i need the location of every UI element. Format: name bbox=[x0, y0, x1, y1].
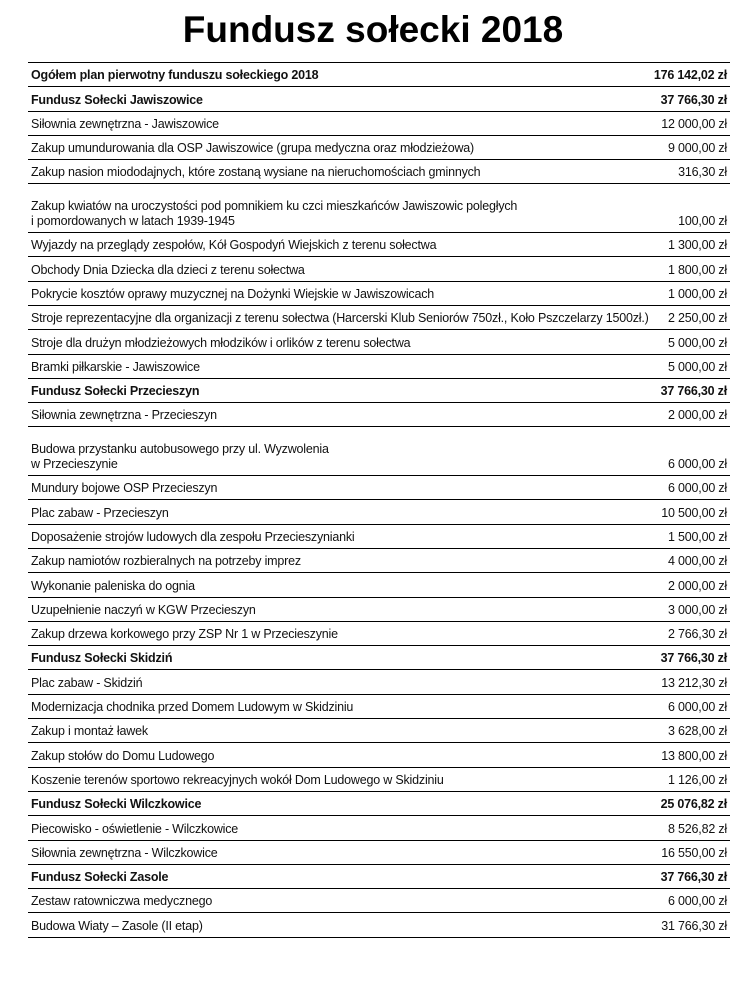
table-row bbox=[28, 598, 730, 622]
row-amount: 6 000,00 zł bbox=[668, 894, 727, 909]
row-label: Wyjazdy na przeglądy zespołów, Kół Gospodyń Wiejskich z terenu sołectwa bbox=[31, 238, 437, 253]
row-amount: 12 000,00 zł bbox=[661, 116, 727, 131]
table-row bbox=[28, 136, 730, 160]
section-total-row bbox=[28, 87, 730, 111]
row-amount: 5 000,00 zł bbox=[668, 335, 727, 350]
row-amount: 16 550,00 zł bbox=[661, 845, 727, 860]
table-row bbox=[28, 743, 730, 767]
row-label: Stroje reprezentacyjne dla organizacji z terenu sołectwa (Harcerski Klub Seniorów 750zł., Koło Pszczelarzy 1500zł.) bbox=[31, 311, 649, 326]
row-amount: 4 000,00 zł bbox=[668, 554, 727, 569]
row-label: Zakup umundurowania dla OSP Jawiszowice (grupa medyczna oraz młodzieżowa) bbox=[31, 141, 475, 156]
table-row bbox=[28, 841, 730, 865]
table-row bbox=[28, 330, 730, 354]
table-row bbox=[28, 695, 730, 719]
row-label: Fundusz Sołecki Skidziń bbox=[31, 651, 173, 666]
row-label: Budowa przystanku autobusowego przy ul. Wyzwolenia w Przecieszynie bbox=[31, 442, 329, 472]
row-amount: 13 800,00 zł bbox=[661, 748, 727, 763]
row-amount: 6 000,00 zł bbox=[668, 457, 727, 472]
section-total-row bbox=[28, 865, 730, 889]
row-label: Siłownia zewnętrzna - Jawiszowice bbox=[31, 116, 219, 131]
row-amount: 8 526,82 zł bbox=[668, 821, 727, 836]
row-label: Budowa Wiaty – Zasole (II etap) bbox=[31, 918, 203, 933]
table-row bbox=[28, 476, 730, 500]
row-amount: 1 126,00 zł bbox=[668, 772, 727, 787]
row-amount: 6 000,00 zł bbox=[668, 481, 727, 496]
row-label: Zakup nasion miododajnych, które zostaną wysiane na nieruchomościach gminnych bbox=[31, 165, 481, 180]
row-amount: 1 300,00 zł bbox=[668, 238, 727, 253]
table-row bbox=[28, 500, 730, 524]
table-row bbox=[28, 525, 730, 549]
row-label: Fundusz Sołecki Przecieszyn bbox=[31, 384, 200, 399]
section-total-row bbox=[28, 792, 730, 816]
table-row bbox=[28, 112, 730, 136]
row-amount: 9 000,00 zł bbox=[668, 141, 727, 156]
row-amount: 316,30 zł bbox=[678, 165, 727, 180]
page-title: Fundusz sołecki 2018 bbox=[182, 9, 564, 50]
row-amount: 3 000,00 zł bbox=[668, 602, 727, 617]
row-label: Siłownia zewnętrzna - Przecieszyn bbox=[31, 408, 217, 423]
table-row bbox=[28, 816, 730, 840]
row-amount: 2 766,30 zł bbox=[668, 627, 727, 642]
row-label: Zakup i montaż ławek bbox=[31, 724, 148, 739]
row-label: Zestaw ratowniczwa medycznego bbox=[31, 894, 213, 909]
row-label: Zakup drzewa korkowego przy ZSP Nr 1 w Przecieszynie bbox=[31, 627, 338, 642]
table-row bbox=[28, 282, 730, 306]
table-row bbox=[28, 768, 730, 792]
row-amount: 25 076,82 zł bbox=[660, 797, 727, 812]
row-label: Doposażenie strojów ludowych dla zespołu Przecieszynianki bbox=[31, 529, 355, 544]
row-amount: 1 000,00 zł bbox=[668, 286, 727, 301]
row-label: Fundusz Sołecki Zasole bbox=[31, 870, 169, 885]
table-row bbox=[28, 403, 730, 427]
row-label: Plac zabaw - Skidziń bbox=[31, 675, 143, 690]
table-row bbox=[28, 573, 730, 597]
row-label: Siłownia zewnętrzna - Wilczkowice bbox=[31, 845, 218, 860]
table-row bbox=[28, 719, 730, 743]
section-total-row bbox=[28, 646, 730, 670]
row-label: Bramki piłkarskie - Jawiszowice bbox=[31, 359, 200, 374]
table-row bbox=[28, 622, 730, 646]
row-amount: 37 766,30 zł bbox=[660, 870, 727, 885]
table-row bbox=[28, 257, 730, 281]
row-amount: 37 766,30 zł bbox=[660, 92, 727, 107]
row-amount: 6 000,00 zł bbox=[668, 700, 727, 715]
row-amount: 37 766,30 zł bbox=[660, 651, 727, 666]
row-label: Plac zabaw - Przecieszyn bbox=[31, 505, 169, 520]
row-amount: 2 000,00 zł bbox=[668, 408, 727, 423]
row-amount: 1 800,00 zł bbox=[668, 262, 727, 277]
table-row bbox=[28, 306, 730, 330]
table-row bbox=[28, 427, 730, 476]
row-amount: 31 766,30 zł bbox=[661, 918, 727, 933]
row-amount: 2 000,00 zł bbox=[668, 578, 727, 593]
table-row bbox=[28, 184, 730, 233]
row-label: Piecowisko - oświetlenie - Wilczkowice bbox=[31, 821, 239, 836]
section-total-row bbox=[28, 379, 730, 403]
row-amount: 100,00 zł bbox=[678, 214, 727, 229]
row-label: Zakup namiotów rozbieralnych na potrzeby imprez bbox=[31, 554, 301, 569]
row-amount: 10 500,00 zł bbox=[661, 505, 727, 520]
row-amount: 37 766,30 zł bbox=[660, 384, 727, 399]
row-label: Pokrycie kosztów oprawy muzycznej na Dożynki Wiejskie w Jawiszowicach bbox=[31, 286, 434, 301]
row-label: Obchody Dnia Dziecka dla dzieci z terenu sołectwa bbox=[31, 262, 305, 277]
table-row bbox=[28, 355, 730, 379]
row-amount: 5 000,00 zł bbox=[668, 359, 727, 374]
section-total-row bbox=[28, 63, 730, 87]
row-label: Ogółem plan pierwotny funduszu sołeckiego 2018 bbox=[31, 68, 319, 83]
row-label: Zakup kwiatów na uroczystości pod pomnikiem ku czci mieszkańców Jawiszowic poległych i pomordowanych w latach 1939-1945 bbox=[31, 199, 518, 229]
table-row bbox=[28, 670, 730, 694]
row-amount: 2 250,00 zł bbox=[668, 311, 727, 326]
row-amount: 176 142,02 zł bbox=[653, 68, 727, 83]
table-row bbox=[28, 913, 730, 937]
row-amount: 1 500,00 zł bbox=[668, 529, 727, 544]
table-row bbox=[28, 233, 730, 257]
row-amount: 3 628,00 zł bbox=[668, 724, 727, 739]
table-row bbox=[28, 889, 730, 913]
row-label: Koszenie terenów sportowo rekreacyjnych wokół Dom Ludowego w Skidziniu bbox=[31, 772, 444, 787]
row-label: Wykonanie paleniska do ognia bbox=[31, 578, 195, 593]
row-label: Stroje dla drużyn młodzieżowych młodzików i orlików z terenu sołectwa bbox=[31, 335, 411, 350]
row-label: Fundusz Sołecki Jawiszowice bbox=[31, 92, 203, 107]
row-label: Mundury bojowe OSP Przecieszyn bbox=[31, 481, 218, 496]
table-row bbox=[28, 160, 730, 184]
budget-table bbox=[28, 62, 730, 938]
table-row bbox=[28, 549, 730, 573]
row-label: Fundusz Sołecki Wilczkowice bbox=[31, 797, 202, 812]
row-amount: 13 212,30 zł bbox=[661, 675, 727, 690]
row-label: Modernizacja chodnika przed Domem Ludowym w Skidziniu bbox=[31, 700, 354, 715]
row-label: Zakup stołów do Domu Ludowego bbox=[31, 748, 215, 763]
row-label: Uzupełnienie naczyń w KGW Przecieszyn bbox=[31, 602, 256, 617]
